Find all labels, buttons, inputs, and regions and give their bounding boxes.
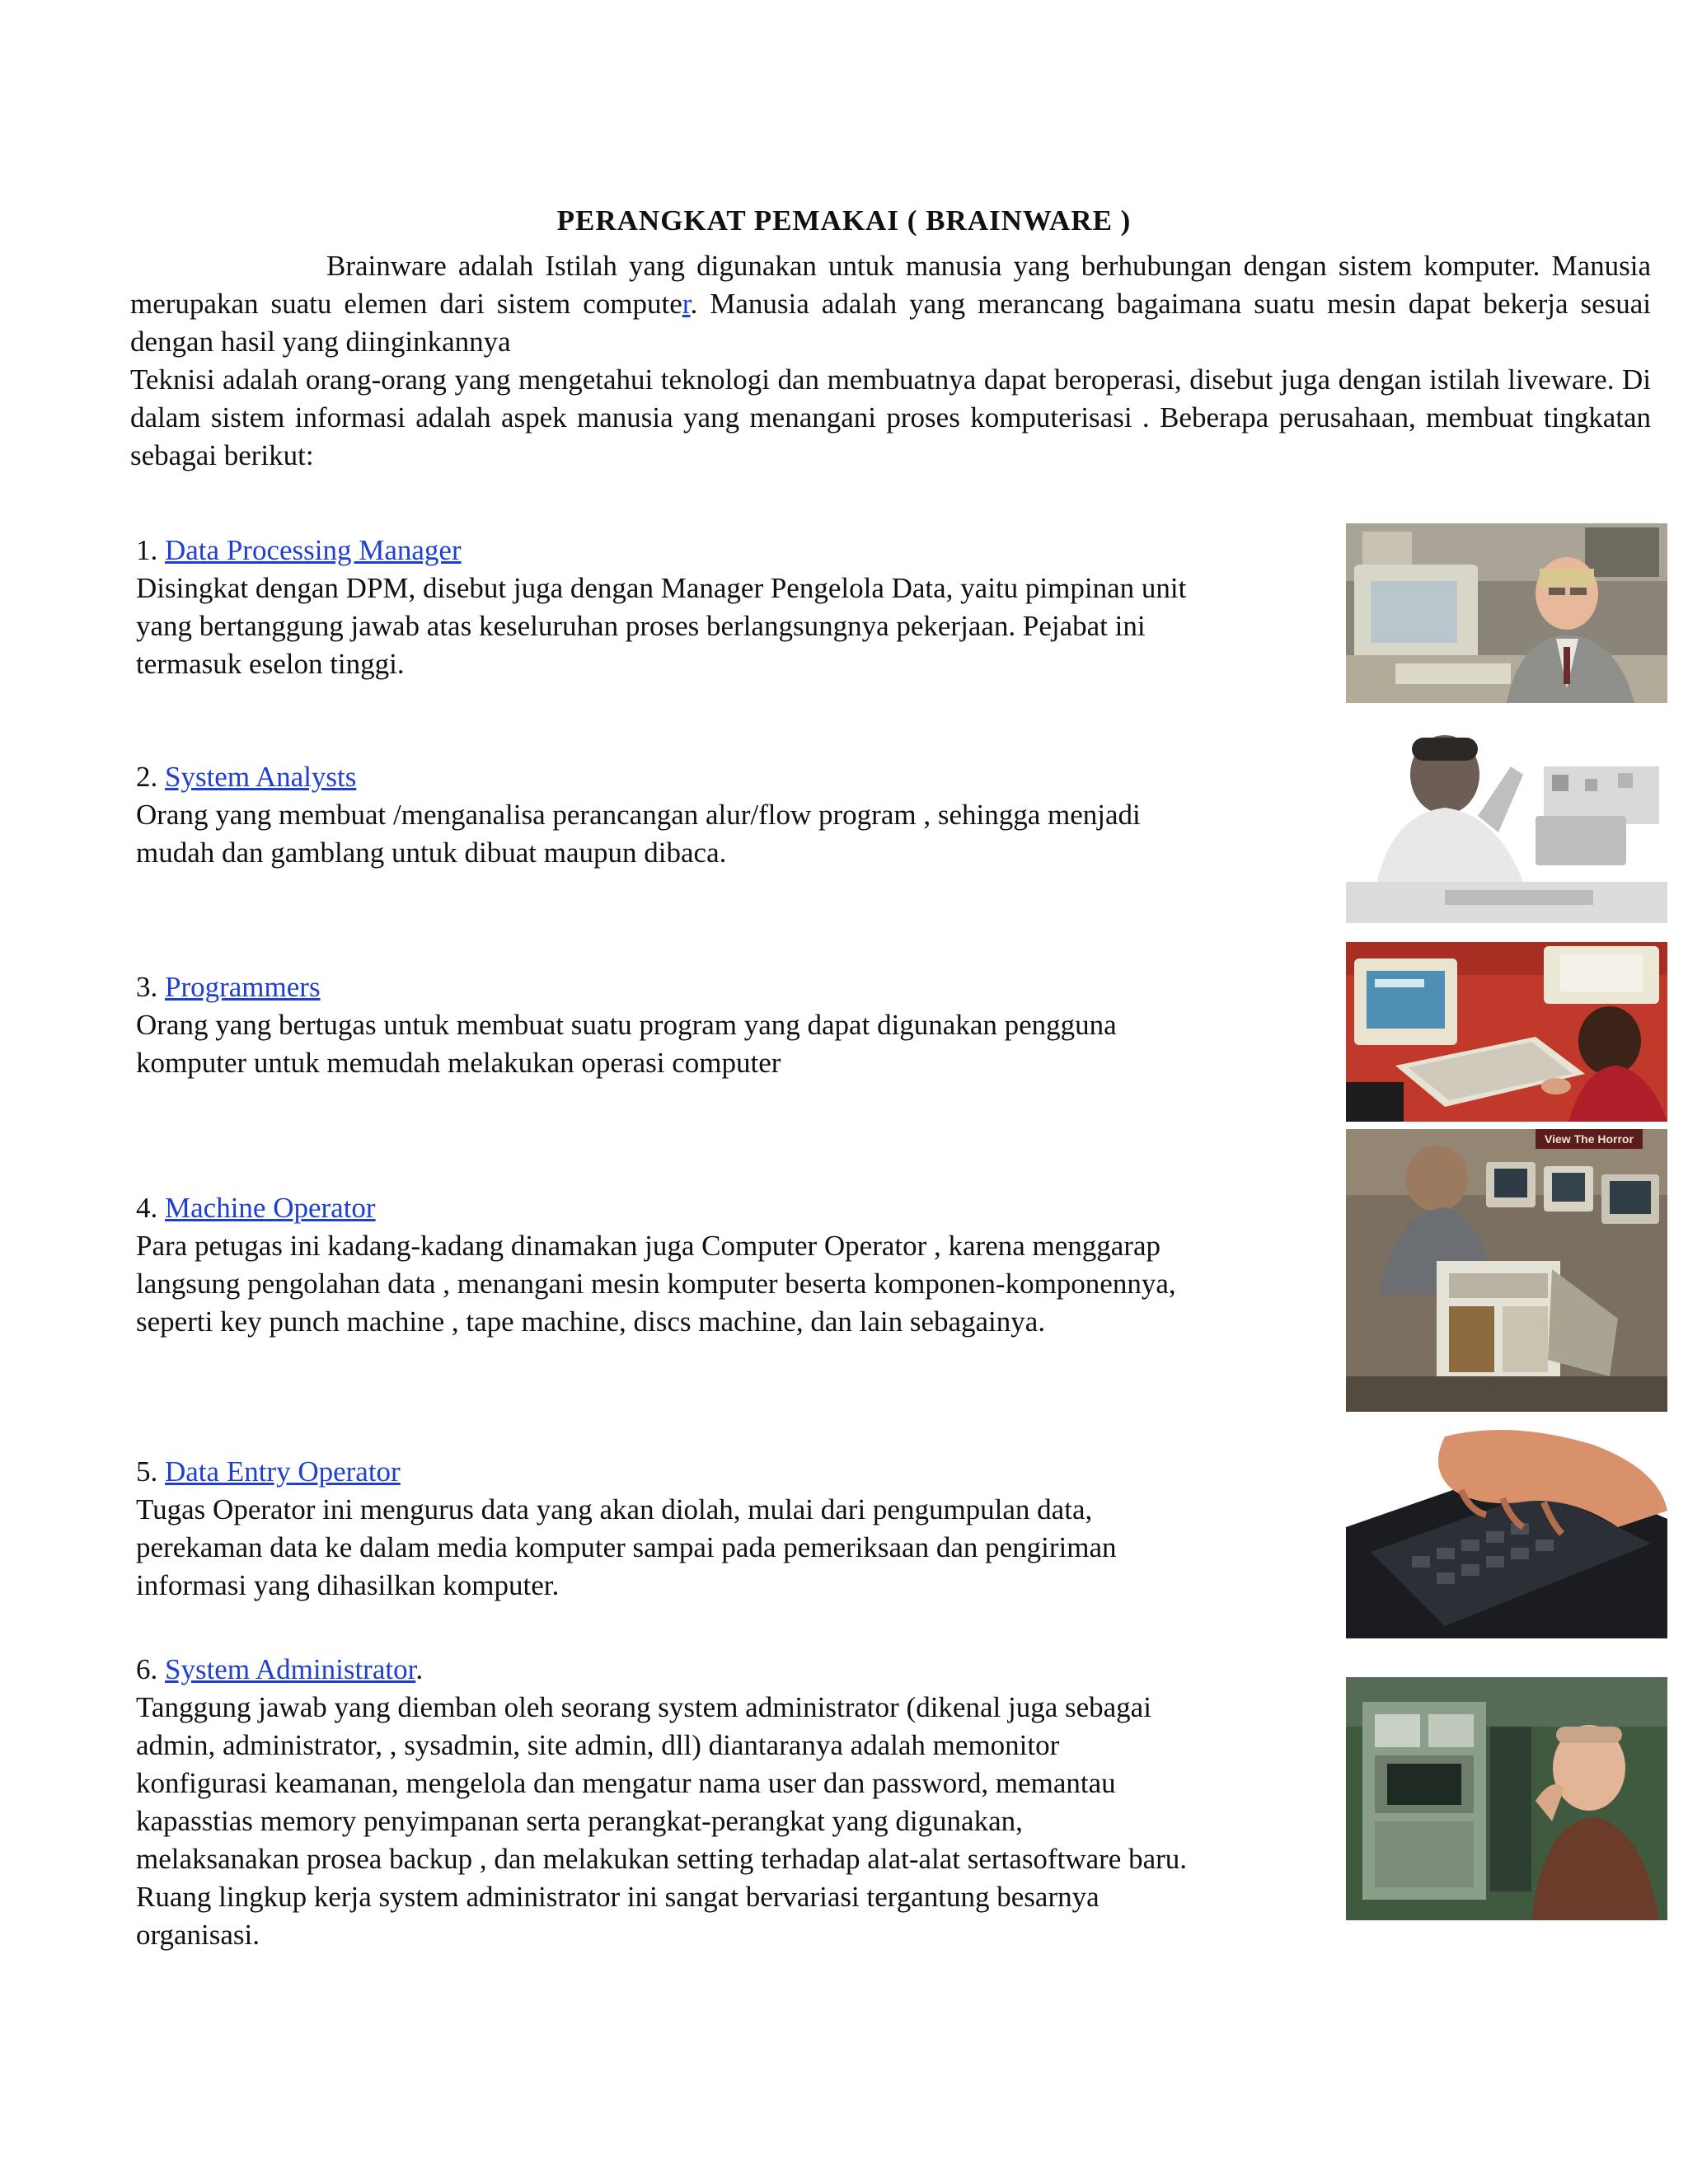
programmer-at-keyboard-photo: [1346, 942, 1667, 1122]
item-body-line: melaksanakan prosea backup , dan melakukan setting terhadap alat-alat sertasoftware baru.: [136, 1843, 1188, 1875]
item-number: 5.: [136, 1455, 158, 1488]
intro-text: [130, 247, 1651, 475]
item-heading: [136, 1651, 1343, 1689]
item-number: 1.: [136, 534, 158, 566]
machine-operator-link[interactable]: Machine Operator: [165, 1192, 376, 1224]
item-number: 2.: [136, 761, 158, 793]
programmers-link[interactable]: Programmers: [165, 971, 321, 1003]
item-heading: [136, 758, 1331, 796]
item-number: 6.: [136, 1653, 158, 1685]
intro-paragraph-2: Teknisi adalah orang-orang yang mengetahui teknologi dan membuatnya dapat beroperasi, disebut juga dengan istilah liveware. Di dalam sistem informasi adalah aspek manusia yang menangani proses komputerisasi . Beberapa perusahaan, membuat tingkatan sebagai berikut:: [130, 363, 1651, 471]
item-body-line: Orang yang bertugas untuk membuat suatu program yang dapat digunakan pengguna: [136, 1009, 1117, 1041]
list-item-data-processing-manager: [136, 532, 1331, 683]
item-heading: [136, 1189, 1331, 1227]
intro-text-start: Brainware adalah Istilah yang digunakan untuk manusia yang berhubungan dengan sistem komputer. Manusia merupakan suatu elemen dari sistem compute: [130, 250, 1651, 320]
list-item-data-entry-operator: [136, 1453, 1331, 1605]
item-heading-suffix: .: [415, 1653, 424, 1685]
item-body-line: admin, administrator, , sysadmin, site admin, dll) diantaranya adalah memonitor: [136, 1729, 1060, 1761]
item-body-line: Orang yang membuat /menganalisa perancangan alur/flow program , sehingga menjadi: [136, 799, 1141, 831]
system-administrator-link[interactable]: System Administrator: [165, 1653, 416, 1685]
item-body-line: komputer untuk memudah melakukan operasi computer: [136, 1047, 781, 1079]
item-number: 3.: [136, 971, 165, 1003]
item-body-line: Disingkat dengan DPM, disebut juga dengan Manager Pengelola Data, yaitu pimpinan unit: [136, 572, 1187, 604]
list-item-system-analysts: [136, 758, 1331, 872]
intro-text-end: . Manusia adalah yang merancang bagaimana suatu mesin dapat bekerja sesuai dengan hasil yang diinginkannya: [130, 288, 1652, 358]
item-body-line: informasi yang dihasilkan komputer.: [136, 1569, 560, 1601]
list-item-programmers: [136, 968, 1331, 1082]
data-entry-operator-link[interactable]: Data Entry Operator: [165, 1455, 401, 1488]
item-body-line: seperti key punch machine , tape machine, discs machine, dan lain sebagainya.: [136, 1305, 1046, 1338]
item-body-line: konfigurasi keamanan, mengelola dan mengatur nama user dan password, memantau: [136, 1767, 1116, 1799]
item-body-line: Tugas Operator ini mengurus data yang akan diolah, mulai dari pengumpulan data,: [136, 1493, 1093, 1526]
man-at-computer-photo: [1346, 523, 1667, 703]
intro-paragraph-1: [130, 247, 1651, 361]
hands-typing-keyboard-photo: [1346, 1412, 1667, 1638]
item-body-line: mudah dan gamblang untuk dibuat maupun dibaca.: [136, 837, 727, 869]
operator-with-machines-photo: [1346, 1129, 1667, 1412]
page-title: PERANGKAT PEMAKAI ( BRAINWARE ): [556, 204, 1132, 237]
administrator-server-room-photo: [1346, 1677, 1667, 1920]
data-processing-manager-link[interactable]: Data Processing Manager: [165, 534, 462, 566]
photo-overlay-text: View The Horror: [1545, 1132, 1634, 1146]
item-body-line: perekaman data ke dalam media komputer sampai pada pemeriksaan dan pengiriman: [136, 1531, 1117, 1563]
item-heading: [136, 1453, 1331, 1491]
item-body-line: langsung pengolahan data , menangani mesin komputer beserta komponen-komponennya,: [136, 1268, 1176, 1300]
list-item-system-administrator: [136, 1651, 1343, 1954]
item-number: 4.: [136, 1192, 158, 1224]
item-body-line: Ruang lingkup kerja system administrator ini sangat bervariasi tergantung besarnya: [136, 1881, 1100, 1913]
item-heading: [136, 532, 1331, 569]
item-heading: [136, 968, 1331, 1006]
item-body-line: kapasstias memory penyimpanan serta perangkat-perangkat yang digunakan,: [136, 1805, 1023, 1837]
system-analysts-link[interactable]: System Analysts: [165, 761, 357, 793]
list-item-machine-operator: [136, 1189, 1331, 1341]
item-body-line: Tanggung jawab yang diemban oleh seorang system administrator (dikenal juga sebagai: [136, 1691, 1151, 1723]
item-body-line: organisasi.: [136, 1919, 260, 1951]
man-thinking-at-desk-photo: [1346, 717, 1667, 923]
computer-link[interactable]: r: [682, 288, 691, 320]
item-body-line: yang bertanggung jawab atas keseluruhan proses berlangsungnya pekerjaan. Pejabat ini: [136, 610, 1146, 642]
item-body-line: Para petugas ini kadang-kadang dinamakan juga Computer Operator , karena menggarap: [136, 1230, 1161, 1262]
item-body-line: termasuk eselon tinggi.: [136, 648, 405, 680]
